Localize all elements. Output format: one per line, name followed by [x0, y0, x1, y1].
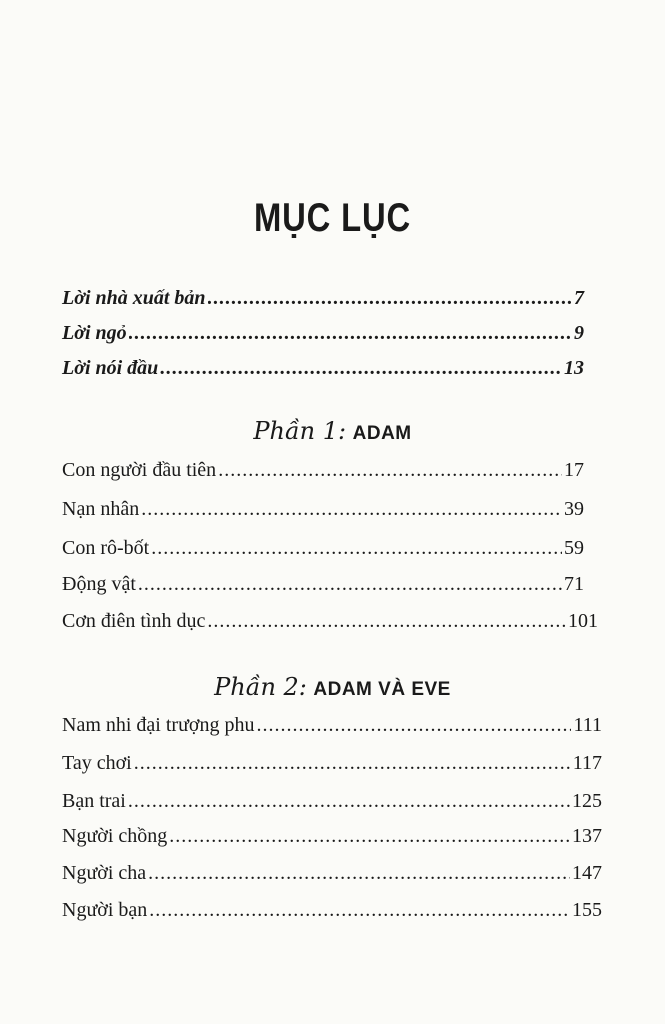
toc-entry-page: 9 [574, 322, 584, 344]
toc-entry-page: 137 [572, 825, 602, 847]
dot-leader [148, 861, 570, 885]
toc-entry [62, 713, 602, 737]
toc-title: MỤC LỤC [254, 196, 411, 240]
toc-entry-label: Người chồng [62, 825, 168, 847]
toc-entry [62, 898, 602, 922]
dot-leader [151, 536, 562, 560]
toc-entry [62, 458, 584, 482]
dot-leader [149, 898, 570, 922]
dot-leader [208, 286, 572, 310]
toc-entry-label: Động vật [62, 573, 136, 595]
toc-entry [62, 751, 602, 775]
dot-leader [129, 321, 572, 345]
toc-entry-page: 101 [568, 610, 598, 632]
toc-entry-page: 125 [572, 790, 602, 812]
dot-leader [128, 789, 570, 813]
dot-leader [134, 751, 571, 775]
part-2-prefix: Phần 2: [214, 673, 307, 701]
toc-entry-label: Cơn điên tình dục [62, 610, 206, 632]
toc-entry-label: Bạn trai [62, 790, 126, 812]
toc-entry-page: 117 [572, 752, 602, 774]
toc-entry [62, 286, 584, 310]
toc-entry-page: 13 [564, 357, 584, 379]
toc-entry [62, 356, 584, 380]
dot-leader [138, 572, 562, 596]
toc-entry [62, 789, 602, 813]
part-2-heading [0, 672, 665, 702]
toc-entry [62, 497, 584, 521]
toc-entry [62, 609, 598, 633]
toc-entry [62, 321, 584, 345]
toc-entry-page: 71 [564, 573, 584, 595]
part-1-prefix: Phần 1: [253, 417, 347, 445]
part-1-heading [0, 416, 665, 446]
dot-leader [207, 609, 566, 633]
toc-entry-page: 147 [572, 862, 602, 884]
toc-entry [62, 861, 602, 885]
toc-entry-label: Người cha [62, 862, 147, 884]
toc-entry-page: 17 [564, 459, 584, 481]
dot-leader [160, 356, 562, 380]
toc-entry-label: Tay chơi [62, 752, 132, 774]
toc-entry-label: Con rô-bốt [62, 537, 150, 559]
toc-entry-page: 7 [574, 287, 584, 309]
toc-entry-label: Lời ngỏ [62, 322, 127, 344]
dot-leader [218, 458, 562, 482]
toc-entry-label: Con người đầu tiên [62, 459, 217, 481]
toc-entry-label: Người bạn [62, 899, 148, 921]
toc-entry [62, 572, 584, 596]
part-1-name: ADAM [352, 423, 412, 444]
dot-leader [257, 713, 572, 737]
toc-entry-page: 111 [573, 714, 602, 736]
part-2-name: ADAM VÀ EVE [313, 679, 451, 700]
dot-leader [169, 824, 570, 848]
toc-entry-label: Lời nói đầu [62, 357, 159, 379]
toc-entry-label: Nạn nhân [62, 498, 140, 520]
toc-entry [62, 536, 584, 560]
toc-entry-page: 155 [572, 899, 602, 921]
toc-entry [62, 824, 602, 848]
toc-entry-label: Lời nhà xuất bản [62, 287, 206, 309]
dot-leader [141, 497, 562, 521]
toc-entry-label: Nam nhi đại trượng phu [62, 714, 255, 736]
toc-entry-page: 39 [564, 498, 584, 520]
toc-entry-page: 59 [564, 537, 584, 559]
